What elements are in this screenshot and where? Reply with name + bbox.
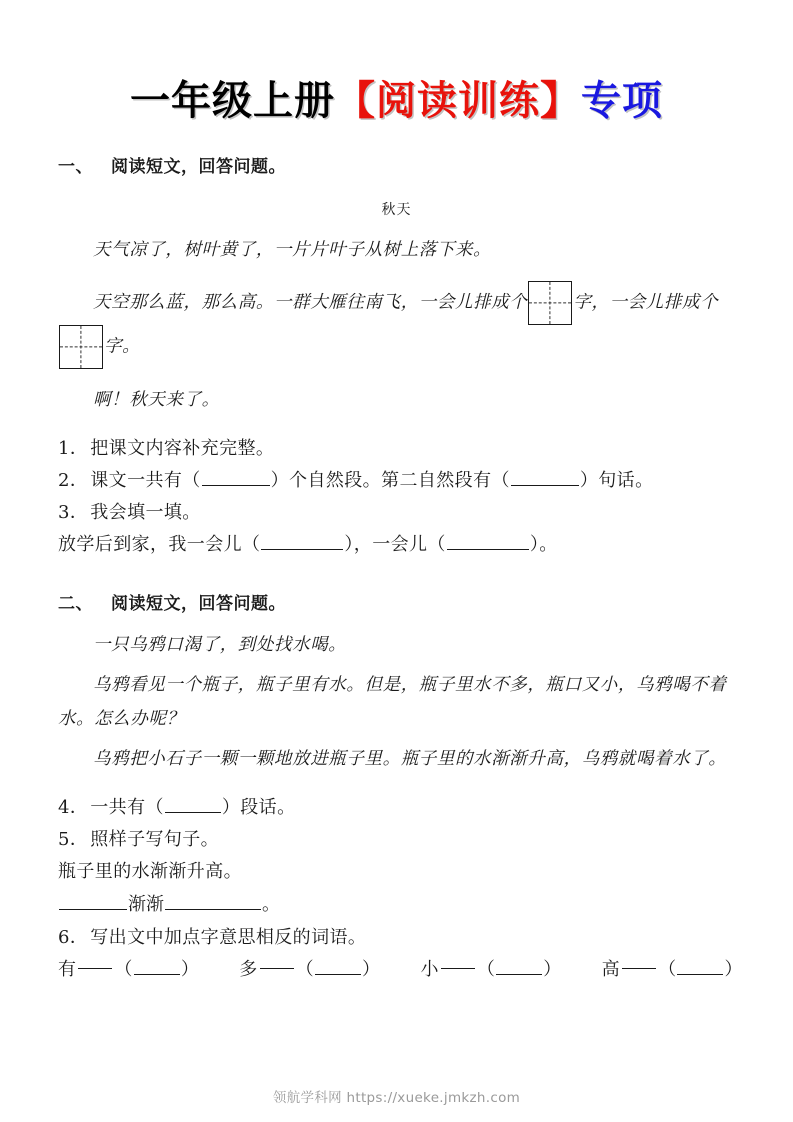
passage-paragraph: 啊！秋天来了。: [93, 390, 220, 410]
footer-watermark: [0, 1086, 793, 1106]
passage-crow: [58, 628, 735, 776]
q3-answer-text-a: 放学后到家，我一会儿（: [58, 534, 261, 555]
question-3-text: 我会填一填。: [90, 502, 201, 523]
answer-blank-antonym-4[interactable]: [677, 956, 723, 975]
question-5-example: 瓶子里的水渐渐升高。: [58, 861, 242, 882]
dash-connector-icon: [622, 968, 656, 969]
antonym-paren-open-3: （: [476, 959, 496, 980]
answer-blank-antonym-3[interactable]: [496, 956, 542, 975]
section-two-number: 二、: [58, 594, 93, 614]
antonym-paren-close-1: ）: [180, 959, 200, 980]
tianzige-box-1[interactable]: [528, 281, 572, 325]
antonym-word-4: 高: [601, 959, 621, 980]
section-one-label: 阅读短文，回答问题。: [111, 157, 286, 177]
antonym-word-1: 有: [58, 959, 77, 980]
passage-text-a: 天空那么蓝，那么高。一群大雁往南飞，一会儿排成个: [93, 292, 528, 313]
question-5-text: 照样子写句子。: [90, 829, 220, 850]
question-2-text-b: ）个自然段。第二自然段有（: [270, 470, 510, 491]
question-6-number: 6．: [58, 927, 89, 948]
antonym-paren-open-4: （: [658, 959, 677, 980]
answer-blank-q3-2[interactable]: [447, 531, 529, 550]
antonym-paren-close-4: ）: [724, 959, 743, 980]
passage-text-c: 字。: [104, 336, 141, 357]
passage-paragraph: 天气凉了，树叶黄了，一片片叶子从树上落下来。: [93, 240, 492, 260]
question-1-number: 1．: [58, 438, 89, 459]
answer-blank-q2-2[interactable]: [511, 467, 579, 486]
q5-pattern-end: 。: [262, 894, 280, 915]
answer-blank-q4[interactable]: [165, 794, 221, 813]
antonym-paren-close-3: ）: [543, 959, 562, 980]
question-5-answer-line: [58, 888, 735, 922]
footer-url[interactable]: https://xueke.jmkzh.com: [346, 1090, 521, 1106]
question-5: [58, 824, 735, 856]
question-2-number: 2．: [58, 470, 89, 491]
section-heading-one: [58, 152, 735, 177]
question-3-answer-line: [58, 529, 735, 561]
question-2: [58, 465, 735, 497]
question-4-text-b: ）段话。: [221, 797, 296, 818]
footer-site-name: 领航学科网: [272, 1090, 342, 1106]
question-4-text-a: 一共有（: [90, 797, 164, 818]
answer-blank-q5-2[interactable]: [165, 891, 261, 910]
q3-answer-text-b: ），一会儿（: [344, 534, 446, 555]
passage-text-b: 字，一会儿排成个: [573, 292, 719, 313]
section-two-label: 阅读短文，回答问题。: [111, 594, 286, 614]
answer-blank-q3-1[interactable]: [261, 531, 343, 550]
antonym-word-2: 多: [239, 959, 258, 980]
section-heading-two: [58, 589, 735, 614]
title-segment-special: 专项: [581, 78, 663, 124]
antonym-paren-open-1: （: [114, 959, 133, 980]
question-3: [58, 497, 735, 529]
passage-autumn: [58, 233, 735, 417]
antonym-paren-close-2: ）: [362, 959, 381, 980]
title-segment-topic: 【阅读训练】: [335, 78, 581, 124]
answer-blank-antonym-1[interactable]: [134, 956, 180, 975]
title-segment-grade: 一年级上册: [130, 78, 335, 124]
answer-blank-q2-1[interactable]: [202, 467, 270, 486]
passage-title-autumn: 秋天: [381, 202, 412, 218]
question-2-text-a: 课文一共有（: [90, 470, 201, 491]
page-title: [58, 0, 735, 124]
antonym-paren-open-2: （: [295, 959, 315, 980]
passage-paragraph: 乌鸦把小石子一颗一颗地放进瓶子里。瓶子里的水渐渐升高，乌鸦就喝着水了。: [93, 749, 727, 769]
dash-connector-icon: [78, 968, 112, 969]
tianzige-box-2[interactable]: [59, 325, 103, 369]
passage-paragraph-with-grids: [58, 281, 735, 369]
antonym-word-3: 小: [420, 959, 439, 980]
question-3-number: 3．: [58, 502, 89, 523]
answer-blank-antonym-2[interactable]: [315, 956, 361, 975]
dash-connector-icon: [441, 968, 475, 969]
question-6: [58, 922, 735, 954]
question-6-text: 写出文中加点字意思相反的词语。: [90, 927, 367, 948]
question-5-number: 5．: [58, 829, 89, 850]
question-1: [58, 433, 735, 465]
question-1-text: 把课文内容补充完整。: [90, 438, 275, 459]
question-4-number: 4．: [58, 797, 89, 818]
answer-blank-q5-1[interactable]: [59, 891, 127, 910]
passage-paragraph: 乌鸦看见一个瓶子，瓶子里有水。但是，瓶子里水不多，瓶口又小，乌鸦喝不着水。怎么办呢？: [58, 675, 727, 729]
section-one-number: 一、: [58, 157, 93, 177]
question-2-text-c: ）句话。: [579, 470, 654, 491]
dash-connector-icon: [260, 968, 294, 969]
antonym-answer-row: [58, 954, 743, 986]
question-4: [58, 792, 735, 824]
passage-paragraph: 一只乌鸦口渴了，到处找水喝。: [93, 635, 347, 655]
q5-pattern-middle: 渐渐: [128, 894, 164, 915]
q3-answer-text-c: ）。: [529, 534, 558, 555]
